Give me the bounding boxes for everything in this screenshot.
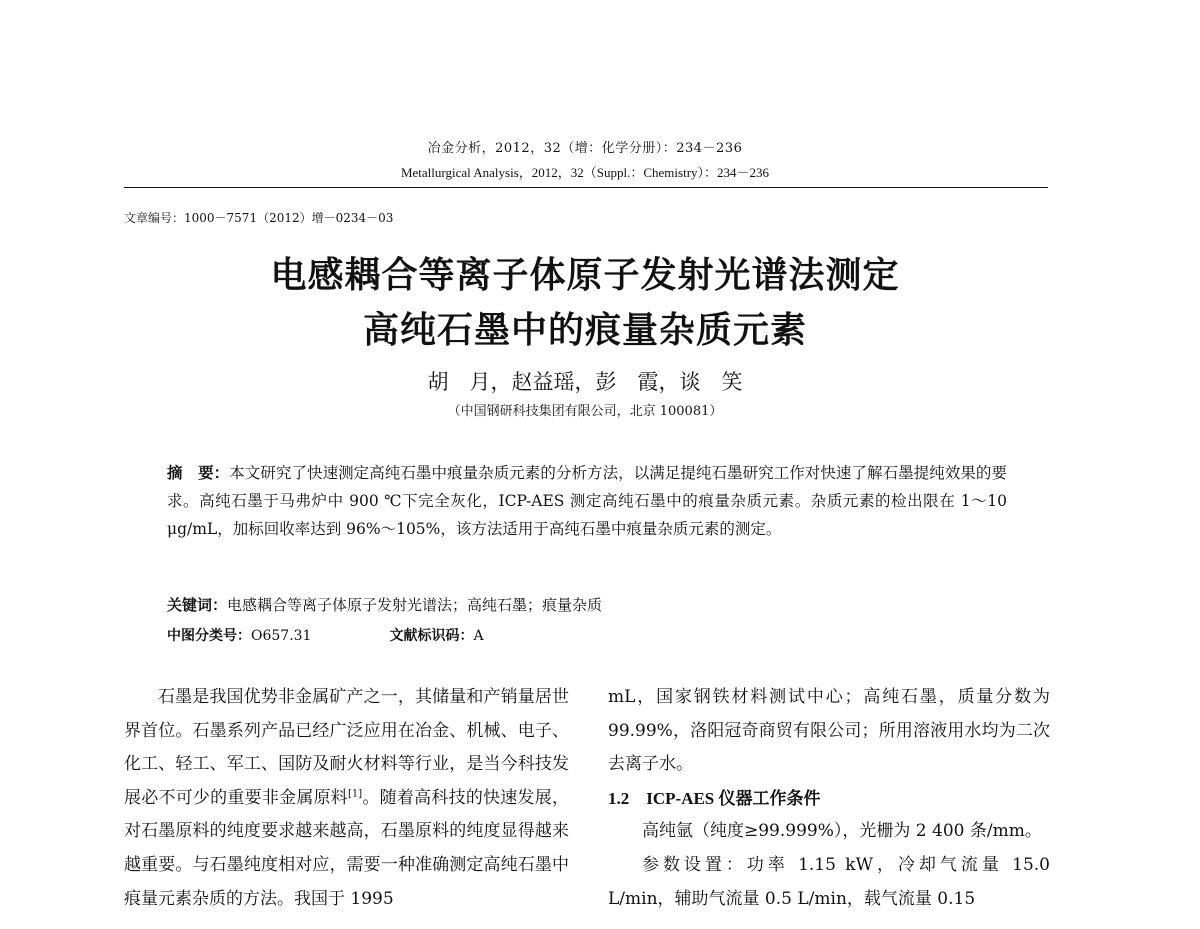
keywords-label: 关键词： xyxy=(167,596,228,614)
title-line-1: 电感耦合等离子体原子发射光谱法测定 xyxy=(270,255,900,296)
affiliation: （中国钢研科技集团有限公司，北京 100081） xyxy=(447,404,723,419)
header-rule xyxy=(124,187,1048,188)
title-line-2: 高纯石墨中的痕量杂质元素 xyxy=(362,310,807,351)
classification-label: 中图分类号： xyxy=(167,628,251,644)
body-paragraph: mL，国家钢铁材料测试中心；高纯石墨，质量分数为 99.99%，洛阳冠奇商贸有限公司；所用溶液用水均为二次去离子水。 xyxy=(608,687,1050,775)
article-number: 文章编号：1000－7571（2012）增－0234－03 xyxy=(124,211,394,225)
journal-citation-en: Metallurgical Analysis，2012，32（Suppl.：Chemistry）：234－236 xyxy=(400,165,770,180)
keywords-text: 电感耦合等离子体原子发射光谱法；高纯石墨；痕量杂质 xyxy=(227,596,603,614)
section-heading xyxy=(608,782,1050,816)
body-paragraph: 高纯氩（纯度≥99.999%），光栅为 2 400 条/mm。 xyxy=(642,821,1042,842)
body-paragraph xyxy=(124,681,569,916)
abstract xyxy=(167,459,1007,543)
keywords xyxy=(167,594,602,615)
body-column-left xyxy=(124,681,569,916)
doc-code-value: A xyxy=(473,628,484,644)
paragraph-text: 。随着高科技的快速发展，对石墨原料的纯度要求越来越高，石墨原料的纯度显得越来越重要。与石墨纯度相对应，需要一种准确测定高纯石墨中痕量元素杂质的方法。我国于 1995 xyxy=(124,787,570,909)
doc-code-label: 文献标识码： xyxy=(389,628,474,644)
author-list: 胡 月，赵益瑶，彭 霞，谈 笑 xyxy=(427,370,743,394)
body-paragraph: 参数设置：功率 1.15 kW，冷却气流量 15.0 L/min，辅助气流量 0.5 L/min，载气流量 0.15 xyxy=(608,854,1050,909)
abstract-text: 本文研究了快速测定高纯石墨中痕量杂质元素的分析方法，以满足提纯石墨研究工作对快速了解石墨提纯效果的要求。高纯石墨于马弗炉中 900 ℃下完全灰化，ICP-AES 测定高纯石墨中的痕量杂质元素。杂质元素的检出限在 1～10 μg/mL，加标回收率达到 96%～105%，该方法适用于高纯石墨中痕量杂质元素的测定。 xyxy=(167,464,1007,538)
paragraph-text: 石墨是我国优势非金属矿产之一，其储量和产销量居世界首位。石墨系列产品已经广泛应用在冶金、机械、电子、化工、轻工、军工、国防及耐火材料等行业，是当今科技发展必不可少的重要非金属原料 xyxy=(124,687,569,808)
section-number: 1.2 xyxy=(608,788,630,808)
body-column-right xyxy=(608,681,1050,916)
journal-citation-cn: 冶金分析，2012，32（增：化学分册）：234－236 xyxy=(427,141,743,156)
citation-ref: [1] xyxy=(348,788,363,800)
classification xyxy=(167,625,484,645)
abstract-label: 摘 要： xyxy=(167,464,230,482)
classification-value: O657.31 xyxy=(251,628,312,644)
section-title: ICP-AES 仪器工作条件 xyxy=(646,788,821,808)
